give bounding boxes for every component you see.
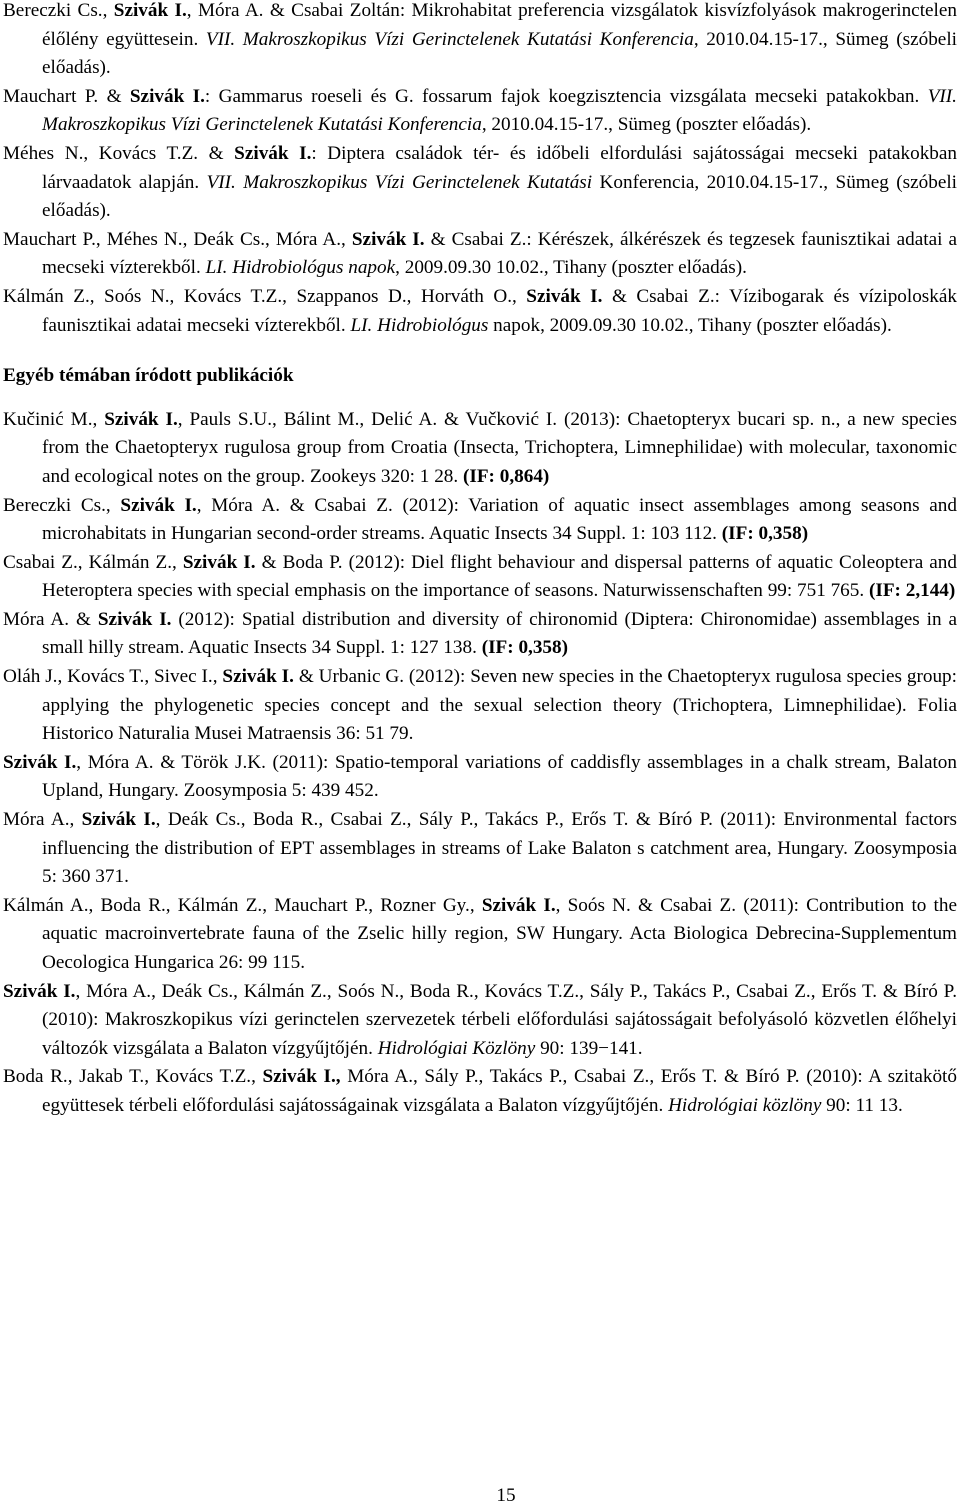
authors-pre: Méhes N., Kovács T.Z. &: [3, 142, 235, 164]
citation-tail: , 2010.04.15-17., Sümeg (szóbeli előadás).: [42, 28, 957, 79]
author-highlight: Szivák I.: [351, 228, 425, 250]
author-highlight: Szivák I.: [481, 894, 556, 916]
author-highlight: Szivák I.: [120, 494, 197, 516]
author-highlight: Szivák I.: [222, 666, 294, 688]
author-highlight: Szivák I.: [526, 285, 603, 307]
author-highlight: Szivák I.: [3, 751, 77, 773]
citation-text: (2012): Spatial distribution and diversity of chironomid (Diptera: Chironomidae) assemblages in a small hilly stream. Aquatic Insects 34 Suppl. 1: 127 138.: [42, 608, 957, 659]
citation-text: & Boda P. (2012): Diel flight behaviour and dispersal patterns of aquatic Coleoptera and Heteroptera species with special emphasis on the importance of seasons. Naturwissenschaften 99: 751 765.: [42, 551, 957, 602]
author-highlight: Szivák I.: [104, 408, 178, 430]
impact-factor: (IF: 0,358): [481, 637, 569, 659]
authors-pre: Móra A. &: [3, 608, 98, 630]
impact-factor: (IF: 0,864): [462, 465, 550, 487]
section-heading: Egyéb témában íródott publikációk: [3, 365, 294, 387]
citation-text: & Urbanic G. (2012): Seven new species in the Chaetopteryx rugulosa species group: applying the phylogenetic species concept and the sexual selection theory (Trichoptera, Limnephilidae). Folia Historico Naturalia Musei Matraensis 36: 51 79.: [42, 666, 957, 745]
reference-entry: [3, 892, 957, 978]
reference-entry: [3, 492, 957, 549]
conference-name: VII. Makroszkopikus Vízi Gerinctelenek Kutatási Konferencia: [42, 85, 957, 136]
reference-entry: [3, 549, 957, 606]
authors-pre: Mauchart P. &: [3, 85, 130, 107]
authors-pre: Kálmán Z., Soós N., Kovács T.Z., Szappanos D., Horváth O.,: [3, 285, 527, 307]
authors-pre: Bereczki Cs.,: [3, 494, 121, 516]
author-highlight: Szivák I.,: [262, 1066, 341, 1088]
citation-tail: napok, 2009.09.30 10.02., Tihany (poszter előadás).: [488, 314, 892, 336]
reference-entry: [3, 226, 957, 283]
reference-entry: [3, 283, 957, 340]
author-highlight: Szivák I.: [97, 608, 172, 630]
citation-tail: 90: 11 13.: [821, 1094, 903, 1116]
reference-entry: [3, 606, 957, 663]
citation-text: : Diptera családok tér- és időbeli elfordulási sajátosságai mecseki patakokban lárvaadatok alapján.: [42, 142, 957, 193]
citation-text: , Móra A., Deák Cs., Kálmán Z., Soós N., Boda R., Kovács T.Z., Sály P., Takács P., Csabai Z., Erős T. & Bíró P. (2010): Makroszkopikus vízi gerinctelen szervezetek térbeli előfordulási sajátosságait befolyásoló közvetlen élőhelyi változók vizsgálata a Balaton vízgyűjtőjén.: [42, 980, 957, 1059]
citation-text: , Soós N. & Csabai Z. (2011): Contribution to the aquatic macroinvertebrate fauna of the Zselic hilly region, SW Hungary. Acta Biologica Debrecina-Supplementum Oecologica Hungarica 26: 99 115.: [42, 894, 957, 973]
reference-entry: [3, 663, 957, 749]
reference-entry: [3, 140, 957, 226]
impact-factor: (IF: 0,358): [721, 523, 809, 545]
conference-name: LI. Hidrobiológus: [350, 314, 489, 336]
citation-text: , Deák Cs., Boda R., Csabai Z., Sály P., Takács P., Erős T. & Bíró P. (2011): Environmental factors influencing the distribution of EPT assemblages in streams of Lake Balaton s catchment area, Hungary. Zoosymposia 5: 360 371.: [42, 809, 957, 888]
impact-factor: (IF: 2,144): [868, 580, 956, 602]
citation-text: Móra A., Sály P., Takács P., Csabai Z., Erős T. & Bíró P. (2010): A szitakötő együttesek térbeli előfordulási sajátosságainak vizsgálata a Balaton vízgyűjtőjén.: [42, 1066, 957, 1116]
authors-pre: Kálmán A., Boda R., Kálmán Z., Mauchart P., Rozner Gy.,: [3, 894, 482, 916]
conference-name: LI. Hidrobiológus napok: [205, 257, 396, 279]
citation-tail: 90: 139−141.: [535, 1037, 643, 1059]
reference-entry: [3, 806, 957, 892]
authors-pre: Mauchart P., Méhes N., Deák Cs., Móra A.,: [3, 228, 352, 250]
journal-name: Hidrológiai közlöny: [668, 1094, 822, 1116]
citation-tail: Konferencia, 2010.04.15-17., Sümeg (szóbeli előadás).: [42, 171, 958, 222]
authors-pre: Móra A.,: [3, 809, 82, 831]
conference-name: VII. Makroszkopikus Vízi Gerinctelenek Kutatási: [206, 171, 593, 193]
page-number: 15: [496, 1485, 516, 1506]
reference-entry: [3, 0, 957, 83]
reference-entry: [3, 406, 957, 492]
author-highlight: Szivák I.: [113, 0, 187, 21]
citation-text: & Csabai Z.: Vízibogarak és vízipoloskák faunisztikai adatai mecseki vízterekből.: [42, 285, 957, 336]
journal-name: Hidrológiai Közlöny: [377, 1037, 536, 1059]
reference-entry: [3, 1063, 957, 1120]
author-highlight: Szivák I.: [3, 980, 76, 1002]
reference-entry: [3, 83, 957, 140]
conference-list: [3, 0, 957, 340]
publication-list: [3, 406, 957, 1121]
citation-text: , Móra A. & Csabai Zoltán: Mikrohabitat preferencia vizsgálatok kisvízfolyások makrogerinctelen élőlény együttesein.: [42, 0, 957, 50]
citation-tail: , 2010.04.15-17., Sümeg (poszter előadás).: [481, 114, 812, 136]
author-highlight: Szivák I.: [182, 551, 256, 573]
author-highlight: Szivák I.: [234, 142, 312, 164]
citation-text: , Pauls S.U., Bálint M., Delić A. & Vučković I. (2013): Chaetopteryx bucari sp. n., a new species from the Chaetopteryx rugulosa group from Croatia (Insecta, Trichoptera, Limnephilidae) with molecular, taxonomic and ecological notes on the group. Zookeys 320: 1 28.: [42, 408, 957, 487]
reference-entry: [3, 749, 957, 806]
authors-pre: Oláh J., Kovács T., Sivec I.,: [3, 666, 223, 688]
citation-text: & Csabai Z.: Kérészek, álkérészek és tegzesek faunisztikai adatai a mecseki vízterekből.: [42, 228, 957, 279]
citation-tail: , 2009.09.30 10.02., Tihany (poszter előadás).: [395, 257, 747, 279]
citation-text: , Móra A. & Török J.K. (2011): Spatio-temporal variations of caddisfly assemblages in a chalk stream, Balaton Upland, Hungary. Zoosymposia 5: 439 452.: [42, 751, 957, 802]
conference-name: VII. Makroszkopikus Vízi Gerinctelenek Kutatási Konferencia: [205, 28, 694, 50]
authors-pre: Boda R., Jakab T., Kovács T.Z.,: [3, 1066, 263, 1088]
citation-text: , Móra A. & Csabai Z. (2012): Variation of aquatic insect assemblages among seasons and microhabitats in Hungarian second-order streams. Aquatic Insects 34 Suppl. 1: 103 112.: [42, 494, 957, 545]
authors-pre: Kučinić M.,: [3, 408, 105, 430]
author-highlight: Szivák I.: [81, 809, 156, 831]
reference-entry: [3, 978, 957, 1064]
author-highlight: Szivák I.: [129, 85, 205, 107]
authors-pre: Bereczki Cs.,: [3, 0, 114, 21]
citation-text: : Gammarus roeseli és G. fossarum fajok koegzisztencia vizsgálata mecseki patakokban.: [204, 85, 928, 107]
document-page: [3, 0, 957, 1121]
authors-pre: Csabai Z., Kálmán Z.,: [3, 551, 183, 573]
